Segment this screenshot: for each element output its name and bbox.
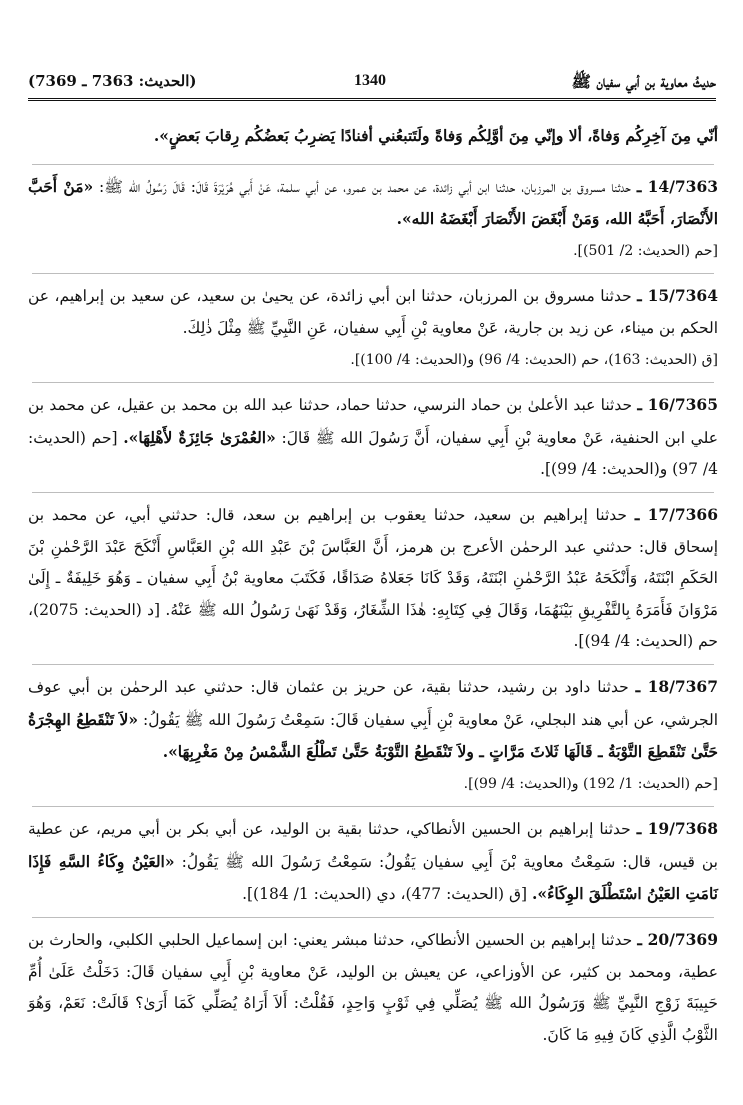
divider	[32, 917, 714, 918]
hadith-quote: «العُمْرَىٰ جَائِزَةٌ لأَهْلِهَا».	[123, 427, 276, 447]
hadith-number: 18/7367 ـ	[635, 676, 718, 696]
hadith-7366	[28, 499, 718, 658]
divider	[32, 664, 714, 665]
intro-paragraph: أنّي مِنَ آخِرِكُم وَفاةً، ألا وإنّي مِنَ أوَّلِكُم وَفاةً ولَتَتبعُني أفنادًا يَضرِبُ بَعضُكُم رِقابَ بَعضٍ».	[153, 126, 718, 145]
divider	[32, 492, 714, 493]
hadith-number: 19/7368 ـ	[636, 819, 718, 839]
hadith-text: حدثنا مسروق بن المرزبان، حدثنا ابن أبي زائدة، عن يحيىٰ بن سعيد، عن سعيد بن إبراهيم، عن الحكم بن ميناء، عن زيد بن جارية، عَنْ معاوية بْنِ أَبِي سفيان، عَنِ النَّبِيِّ ﷺ مِثْلَ ذٰلِكَ.	[28, 287, 718, 337]
hadith-number: 17/7366 ـ	[634, 504, 718, 524]
divider	[32, 273, 714, 274]
hadith-number: 16/7365 ـ	[637, 395, 718, 415]
hadith-text: حدثنا إبراهيم بن الحسين الأنطاكي، حدثنا مبشر يعني: ابن إسماعيل الحلبي الكلبي، والحارث بن عطية، ومحمد بن كثير، عن الأوزاعي، عن يعيش بن الوليد، عَنْ معاوية بْنِ أَبِي سفيان قَالَ: دَخَلْتُ عَلَىٰ أُمِّ حَبِيبَةَ زَوْجِ النَّبِيِّ ﷺ وَرَسُولُ الله ﷺ يُصَلِّي فِي ثَوْبٍ وَاحِدٍ، فَقُلْتُ: أَلاَ أَرَاهُ يُصَلِّي كَمَا أَرَىٰ؟ قَالَتْ: نَعَمْ، وَهُوَ الثَّوْبُ الَّذِي كَانَ فِيهِ مَا كَانَ.	[28, 931, 718, 1044]
hadith-7364	[28, 280, 718, 376]
page-number: 1340	[354, 72, 386, 89]
running-title: حديثُ معاوية بن أبي سفيان ﷺ	[571, 72, 716, 91]
hadith-7369	[28, 924, 718, 1051]
hadith-reference: [د (الحديث: 2075)، حم (الحديث: 4/ 94)].	[28, 600, 718, 651]
hadith-7367	[28, 671, 718, 800]
page-header	[28, 64, 716, 108]
hadith-7363	[28, 171, 718, 268]
hadith-range: (الحديث: 7363 ـ 7369)	[28, 72, 197, 90]
header-rule	[28, 98, 716, 101]
hadith-reference: [حم (الحديث: 1/ 192) و(الحديث: 4/ 99)].	[463, 775, 718, 792]
hadith-text: حدثنا إبراهيم بن سعيد، حدثنا يعقوب بن إبراهيم بن سعد، قال: حدثني أبي، عن محمد بن إسحاق قال: حدثني عبد الرحمٰن الأعرج بن هرمز، أَنَّ العَبَّاسَ بْنَ عَبْدِ الله بْنِ العَبَّاسِ أَنْكَحَ عَبْدَ الرَّحْمٰنِ بْنَ الحَكَمِ ابْنَتَهُ، وَأَنْكَحَهُ عَبْدُ الرَّحْمٰنِ ابْنَتَهُ، وَقَدْ كَانَا جَعَلاهُ صَدَاقًا، فَكَتَبَ معاوية بْنُ أَبِي سفيان ـ وَهُوَ خَلِيفَةٌ ـ إِلَىٰ مَرْوَانَ فَأَمَرَهُ بِالتَّفْرِيقِ بَيْنَهُمَا، وَقَالَ فِي كِتَابِهِ: هٰذَا الشِّغَارُ، وَقَدْ نَهَىٰ رَسُولُ الله ﷺ عَنْهُ.	[28, 505, 719, 619]
hadith-number: 20/7369 ـ	[637, 930, 718, 950]
hadith-quote: «لاَ تَنْقَطِعُ الهِجْرَةُ حَتَّىٰ تَنْقَطِعَ التَّوْبَةُ ـ قَالَهَا ثَلاثَ مَرَّاتٍ ـ ولاَ تَنْقَطِعُ التَّوْبَةُ حَتَّىٰ تَطْلُعَ الشَّمْسُ مِنْ مَغْرِبِهَا».	[28, 709, 718, 762]
hadith-number: 15/7364 ـ	[637, 286, 718, 306]
hadith-7365	[28, 389, 718, 486]
hadith-7368	[28, 813, 718, 911]
hadith-text: حدثنا إبراهيم بن الحسين الأنطاكي، حدثنا بقية بن الوليد، عن أبي بكر بن أبي مريم، عن عطية بن قيس، قال: سَمِعْتُ معاوية بْنَ أَبِي سفيان يَقُولُ: سَمِعْتُ رَسُولَ الله ﷺ يَقُولُ:	[28, 820, 718, 871]
hadith-number: 14/7363 ـ	[636, 176, 719, 196]
page-body	[28, 120, 718, 1051]
hadith-text: حدثنا مسروق بن المرزبان، حدثنا ابن أبي زائدة، عن محمد بن عمرو، عن أبي سلمة، عَنْ أَبي هُرَيْرَةَ قَالَ: قَالَ رَسُولُ الله ﷺ:	[99, 177, 631, 196]
hadith-reference: [ق (الحديث: 163)، حم (الحديث: 4/ 96) و(الحديث: 4/ 100)].	[350, 351, 718, 368]
divider	[32, 164, 714, 165]
hadith-text: حدثنا عبد الأعلىٰ بن حماد النرسي، حدثنا حماد، حدثنا عبد الله بن محمد بن عقيل، عن محمد بن علي ابن الحنفية، عَنْ معاوية بْنِ أَبِي سفيان، أَنَّ رَسُولَ الله ﷺ قَالَ:	[28, 396, 718, 447]
hadith-text: حدثنا داود بن رشيد، حدثنا بقية، عن حريز بن عثمان قال: حدثني عبد الرحمٰن بن أبي عوف الجرشي، عن أبي هند البجلي، عَنْ معاوية بْنِ أَبِي سفيان قَالَ: سَمِعْتُ رَسُولَ الله ﷺ يَقُولُ:	[28, 677, 719, 729]
hadith-reference: [ق (الحديث: 477)، دي (الحديث: 1/ 184)].	[242, 885, 528, 904]
hadith-reference: [حم (الحديث: 4/ 97) و(الحديث: 4/ 99)].	[28, 428, 718, 479]
divider	[32, 806, 714, 807]
hadith-reference: [حم (الحديث: 2/ 501)].	[573, 242, 718, 259]
hadith-quote: «العَيْنُ وِكَاءُ السَّهِ فَإِذَا نَامَتِ العَيْنُ اسْتَطْلَقَ الوِكَاءُ».	[28, 851, 718, 904]
hadith-quote: «مَنْ أَحَبَّ الأَنْصَارَ، أَحَبَّهُ الله، وَمَنْ أَبْغَضَ الأَنْصَارَ أَبْغَضَهُ الله».	[28, 176, 718, 229]
divider	[32, 382, 714, 383]
